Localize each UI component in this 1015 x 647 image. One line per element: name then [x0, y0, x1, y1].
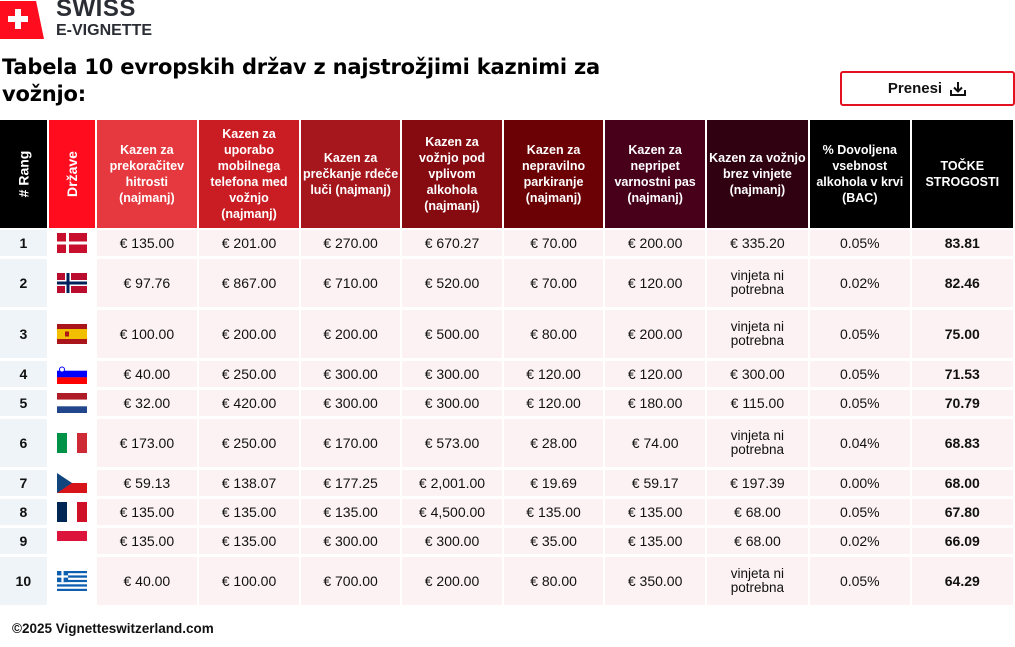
country-cell	[49, 361, 95, 390]
header-seatbelt: Kazen za nepripet varnostni pas (najmanj)	[605, 120, 704, 230]
download-button[interactable]	[840, 71, 1015, 106]
rank-cell: 1	[0, 230, 47, 259]
red-light-cell: € 300.00	[301, 390, 400, 419]
italy-flag-icon	[57, 433, 87, 453]
seatbelt-cell: € 200.00	[605, 230, 704, 259]
table-row	[0, 470, 1013, 499]
country-cell	[49, 528, 95, 557]
bac-cell: 0.05%	[810, 499, 910, 528]
parking-cell: € 80.00	[504, 310, 604, 361]
speeding-cell: € 40.00	[97, 361, 198, 390]
dui-cell: € 670.27	[402, 230, 501, 259]
table-row	[0, 528, 1013, 557]
bac-cell: 0.05%	[810, 557, 910, 608]
country-cell	[49, 557, 95, 608]
seatbelt-cell: € 120.00	[605, 361, 704, 390]
header-rank: # Rang	[0, 120, 47, 230]
red-light-cell: € 300.00	[301, 361, 400, 390]
phone-cell: € 135.00	[199, 499, 299, 528]
score-cell: 64.29	[912, 557, 1013, 608]
bac-cell: 0.00%	[810, 470, 910, 499]
header-countries: Države	[49, 120, 95, 230]
country-cell	[49, 310, 95, 361]
page-title: Tabela 10 evropskih držav z najstrožjimi kaznimi za vožnjo:	[2, 55, 601, 106]
country-cell	[49, 470, 95, 499]
parking-cell: € 135.00	[504, 499, 604, 528]
czech-flag-icon	[57, 473, 87, 493]
parking-cell: € 35.00	[504, 528, 604, 557]
france-flag-icon	[57, 502, 87, 522]
dui-cell: € 200.00	[402, 557, 501, 608]
seatbelt-cell: € 135.00	[605, 528, 704, 557]
header-dui: Kazen za vožnjo pod vplivom alkohola (najmanj)	[402, 120, 501, 230]
dui-cell: € 520.00	[402, 259, 501, 310]
seatbelt-cell: € 180.00	[605, 390, 704, 419]
parking-cell: € 19.69	[504, 470, 604, 499]
bac-cell: 0.02%	[810, 528, 910, 557]
parking-cell: € 80.00	[504, 557, 604, 608]
header-speeding: Kazen za prekoračitev hitrosti (najmanj)	[97, 120, 198, 230]
rank-cell: 9	[0, 528, 47, 557]
red-light-cell: € 700.00	[301, 557, 400, 608]
phone-cell: € 138.07	[199, 470, 299, 499]
denmark-flag-icon	[57, 233, 87, 253]
country-cell	[49, 230, 95, 259]
dui-cell: € 300.00	[402, 361, 501, 390]
rank-cell: 7	[0, 470, 47, 499]
seatbelt-cell: € 350.00	[605, 557, 704, 608]
parking-cell: € 70.00	[504, 259, 604, 310]
vignette-cell: € 68.00	[707, 528, 808, 557]
dui-cell: € 300.00	[402, 528, 501, 557]
header-parking: Kazen za nepravilno parkiranje (najmanj)	[504, 120, 604, 230]
dui-cell: € 300.00	[402, 390, 501, 419]
speeding-cell: € 135.00	[97, 499, 198, 528]
red-light-cell: € 170.00	[301, 419, 400, 470]
red-light-cell: € 135.00	[301, 499, 400, 528]
bac-cell: 0.05%	[810, 230, 910, 259]
score-cell: 75.00	[912, 310, 1013, 361]
table-row	[0, 310, 1013, 361]
header-red-light: Kazen za prečkanje rdeče luči (najmanj)	[301, 120, 400, 230]
vignette-cell: vinjeta ni potrebna	[707, 259, 808, 310]
phone-cell: € 420.00	[199, 390, 299, 419]
download-button-label: Prenesi	[887, 80, 943, 97]
seatbelt-cell: € 74.00	[605, 419, 704, 470]
bac-cell: 0.05%	[810, 361, 910, 390]
vignette-cell: € 300.00	[707, 361, 808, 390]
table-row	[0, 557, 1013, 608]
speeding-cell: € 97.76	[97, 259, 198, 310]
score-cell: 82.46	[912, 259, 1013, 310]
score-cell: 66.09	[912, 528, 1013, 557]
dui-cell: € 4,500.00	[402, 499, 501, 528]
country-cell	[49, 499, 95, 528]
seatbelt-cell: € 59.17	[605, 470, 704, 499]
vignette-cell: € 197.39	[707, 470, 808, 499]
phone-cell: € 250.00	[199, 361, 299, 390]
rank-cell: 8	[0, 499, 47, 528]
table-row	[0, 419, 1013, 470]
vignette-cell: € 68.00	[707, 499, 808, 528]
score-cell: 68.83	[912, 419, 1013, 470]
vignette-cell: vinjeta ni potrebna	[707, 557, 808, 608]
speeding-cell: € 100.00	[97, 310, 198, 361]
score-cell: 68.00	[912, 470, 1013, 499]
phone-cell: € 867.00	[199, 259, 299, 310]
phone-cell: € 250.00	[199, 419, 299, 470]
phone-cell: € 135.00	[199, 528, 299, 557]
seatbelt-cell: € 120.00	[605, 259, 704, 310]
seatbelt-cell: € 200.00	[605, 310, 704, 361]
bac-cell: 0.02%	[810, 259, 910, 310]
speeding-cell: € 59.13	[97, 470, 198, 499]
header-phone: Kazen za uporabo mobilnega telefona med vožnjo (najmanj)	[199, 120, 299, 230]
rank-cell: 10	[0, 557, 47, 608]
logo-line2: E-VIGNETTE	[56, 22, 153, 39]
poland-flag-icon	[57, 531, 87, 551]
speeding-cell: € 135.00	[97, 230, 198, 259]
speeding-cell: € 40.00	[97, 557, 198, 608]
copyright-footer: ©2025 Vignetteswitzerland.com	[12, 621, 214, 636]
seatbelt-cell: € 135.00	[605, 499, 704, 528]
score-cell: 70.79	[912, 390, 1013, 419]
norway-flag-icon	[57, 273, 87, 293]
bac-cell: 0.05%	[810, 310, 910, 361]
red-light-cell: € 300.00	[301, 528, 400, 557]
bac-cell: 0.05%	[810, 390, 910, 419]
score-cell: 83.81	[912, 230, 1013, 259]
rank-cell: 5	[0, 390, 47, 419]
table-row	[0, 259, 1013, 310]
logo	[0, 0, 152, 40]
country-cell	[49, 259, 95, 310]
country-cell	[49, 419, 95, 470]
logo-line1: SWISS	[56, 0, 136, 22]
netherlands-flag-icon	[57, 393, 87, 413]
rank-cell: 4	[0, 361, 47, 390]
bac-cell: 0.04%	[810, 419, 910, 470]
parking-cell: € 28.00	[504, 419, 604, 470]
phone-cell: € 100.00	[199, 557, 299, 608]
spain-flag-icon	[57, 324, 87, 344]
red-light-cell: € 270.00	[301, 230, 400, 259]
parking-cell: € 120.00	[504, 361, 604, 390]
swiss-cross-icon	[0, 1, 44, 39]
header-score: TOČKE STROGOSTI	[912, 120, 1013, 230]
parking-cell: € 70.00	[504, 230, 604, 259]
red-light-cell: € 177.25	[301, 470, 400, 499]
download-icon	[949, 81, 967, 97]
rank-cell: 3	[0, 310, 47, 361]
rank-cell: 6	[0, 419, 47, 470]
table-row	[0, 230, 1013, 259]
table-row	[0, 361, 1013, 390]
vignette-cell: € 115.00	[707, 390, 808, 419]
slovenia-flag-icon	[57, 364, 87, 384]
table-row	[0, 390, 1013, 419]
rank-cell: 2	[0, 259, 47, 310]
header-bac: % Dovoljena vsebnost alkohola v krvi (BAC)	[810, 120, 910, 230]
speeding-cell: € 32.00	[97, 390, 198, 419]
score-cell: 71.53	[912, 361, 1013, 390]
red-light-cell: € 200.00	[301, 310, 400, 361]
speeding-cell: € 135.00	[97, 528, 198, 557]
dui-cell: € 2,001.00	[402, 470, 501, 499]
red-light-cell: € 710.00	[301, 259, 400, 310]
table-header-row	[0, 120, 1013, 230]
parking-cell: € 120.00	[504, 390, 604, 419]
header-vignette: Kazen za vožnjo brez vinjete (najmanj)	[707, 120, 808, 230]
table-row	[0, 499, 1013, 528]
speeding-cell: € 173.00	[97, 419, 198, 470]
phone-cell: € 200.00	[199, 310, 299, 361]
vignette-cell: vinjeta ni potrebna	[707, 310, 808, 361]
greece-flag-icon	[57, 571, 87, 591]
score-cell: 67.80	[912, 499, 1013, 528]
phone-cell: € 201.00	[199, 230, 299, 259]
vignette-cell: vinjeta ni potrebna	[707, 419, 808, 470]
dui-cell: € 500.00	[402, 310, 501, 361]
dui-cell: € 573.00	[402, 419, 501, 470]
country-cell	[49, 390, 95, 419]
vignette-cell: € 335.20	[707, 230, 808, 259]
fines-table	[0, 120, 1015, 608]
